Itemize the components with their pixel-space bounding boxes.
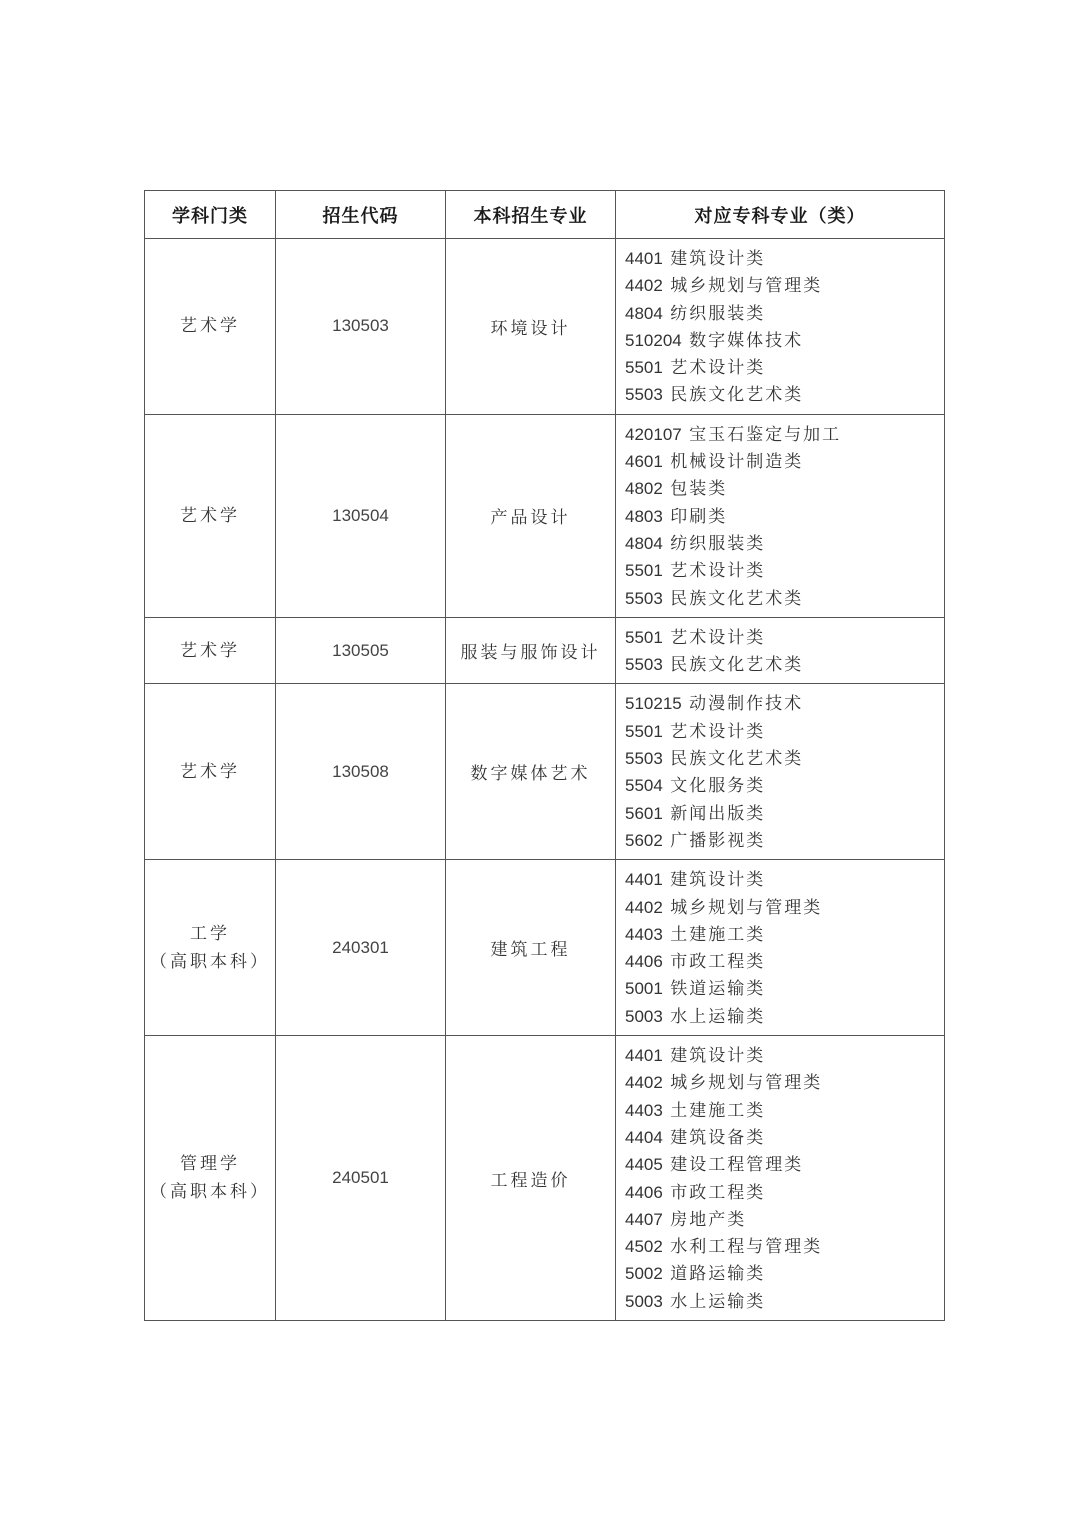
- related-major-code: 5601: [625, 803, 663, 823]
- related-major-name: 土建施工类: [670, 924, 766, 945]
- related-major-name: 民族文化艺术类: [670, 749, 804, 770]
- header-category: 学科门类: [145, 191, 276, 239]
- related-major-name: 水上运输类: [670, 1291, 766, 1312]
- table-row: [145, 239, 945, 415]
- related-major-code: 4401: [625, 1046, 663, 1066]
- related-major-item: [625, 381, 936, 408]
- related-major-code: 5501: [625, 561, 663, 581]
- related-major-name: 广播影视类: [670, 830, 766, 851]
- related-major-item: [625, 503, 936, 530]
- undergraduate-major-cell: 服装与服饰设计: [446, 617, 616, 684]
- related-major-item: [625, 475, 936, 502]
- related-major-code: 4804: [625, 533, 663, 553]
- related-major-item: [625, 585, 936, 612]
- related-major-item: [625, 921, 936, 948]
- related-major-code: 5003: [625, 1291, 663, 1311]
- category-text: 艺术学: [180, 761, 240, 782]
- related-majors-cell: [616, 1036, 945, 1321]
- related-major-name: 建筑设计类: [670, 249, 766, 269]
- category-text: （高职本科）: [150, 1182, 270, 1202]
- related-major-name: 艺术设计类: [670, 627, 766, 648]
- related-major-item: [625, 1206, 936, 1233]
- related-major-code: 4404: [625, 1127, 663, 1147]
- enrollment-code-cell: 130508: [276, 684, 446, 860]
- related-major-code: 4401: [625, 870, 663, 890]
- related-major-item: [625, 448, 936, 475]
- related-major-code: 4803: [625, 506, 663, 526]
- related-major-item: [625, 827, 936, 854]
- related-major-code: 5503: [625, 655, 663, 675]
- related-major-item: [625, 557, 936, 584]
- related-majors-cell: [616, 684, 945, 860]
- related-major-code: 5503: [625, 385, 663, 405]
- related-major-name: 新闻出版类: [670, 803, 766, 824]
- category-text: 艺术学: [180, 505, 240, 526]
- category-cell: [145, 239, 276, 415]
- related-major-name: 艺术设计类: [670, 561, 766, 582]
- table-row: [145, 860, 945, 1036]
- related-major-item: [625, 245, 936, 272]
- category-cell: [145, 1036, 276, 1321]
- related-major-name: 土建施工类: [670, 1100, 766, 1121]
- enrollment-code-cell: 130503: [276, 239, 446, 415]
- related-major-item: [625, 1288, 936, 1315]
- related-major-code: 5501: [625, 721, 663, 741]
- table-body: [145, 239, 945, 1321]
- related-major-name: 建设工程管理类: [670, 1155, 804, 1176]
- enrollment-code-cell: 240301: [276, 860, 446, 1036]
- undergraduate-major-cell: 工程造价: [446, 1036, 616, 1321]
- related-major-code: 5503: [625, 588, 663, 608]
- related-majors-cell: [616, 414, 945, 617]
- table-row: [145, 684, 945, 860]
- related-major-name: 民族文化艺术类: [670, 655, 804, 676]
- header-major: 本科招生专业: [446, 191, 616, 239]
- related-major-name: 民族文化艺术类: [670, 385, 804, 406]
- related-major-code: 4403: [625, 1100, 663, 1120]
- related-major-code: 4402: [625, 1073, 663, 1093]
- undergraduate-major-cell: 环境设计: [446, 239, 616, 415]
- related-major-name: 纺织服装类: [670, 533, 766, 554]
- related-major-code: 5501: [625, 358, 663, 378]
- related-major-name: 机械设计制造类: [670, 452, 804, 473]
- related-major-item: [625, 718, 936, 745]
- related-major-item: [625, 651, 936, 678]
- related-major-item: [625, 272, 936, 299]
- related-major-code: 510204: [625, 330, 682, 350]
- related-major-code: 4402: [625, 276, 663, 296]
- related-major-name: 宝玉石鉴定与加工: [689, 424, 842, 445]
- related-major-item: [625, 1179, 936, 1206]
- related-major-item: [625, 1042, 936, 1069]
- related-major-code: 4406: [625, 952, 663, 972]
- related-major-item: [625, 300, 936, 327]
- related-major-name: 建筑设备类: [670, 1127, 766, 1148]
- related-major-item: [625, 1260, 936, 1287]
- related-major-name: 包装类: [670, 479, 728, 500]
- category-text: 艺术学: [180, 640, 240, 661]
- related-major-name: 文化服务类: [670, 776, 766, 797]
- related-major-item: [625, 975, 936, 1002]
- related-major-name: 民族文化艺术类: [670, 588, 804, 609]
- related-major-name: 市政工程类: [670, 952, 766, 973]
- related-majors-cell: [616, 617, 945, 684]
- related-major-code: 4405: [625, 1155, 663, 1175]
- related-major-name: 印刷类: [670, 506, 728, 527]
- table-row: [145, 414, 945, 617]
- related-major-item: [625, 1097, 936, 1124]
- enrollment-code-cell: 130504: [276, 414, 446, 617]
- category-text: 管理学: [180, 1154, 240, 1174]
- related-major-name: 房地产类: [670, 1209, 747, 1230]
- related-major-item: [625, 1003, 936, 1030]
- related-major-code: 510215: [625, 694, 682, 714]
- category-cell: [145, 860, 276, 1036]
- enrollment-code-cell: 130505: [276, 617, 446, 684]
- related-major-code: 4802: [625, 479, 663, 499]
- related-major-name: 建筑设计类: [670, 1046, 766, 1067]
- header-related-majors: 对应专科专业（类）: [616, 191, 945, 239]
- related-major-name: 艺术设计类: [670, 358, 766, 379]
- related-major-item: [625, 866, 936, 893]
- undergraduate-major-cell: 建筑工程: [446, 860, 616, 1036]
- table-header: [145, 191, 945, 239]
- related-major-name: 水上运输类: [670, 1006, 766, 1027]
- related-major-name: 铁道运输类: [670, 979, 766, 1000]
- related-major-item: [625, 690, 936, 717]
- related-major-item: [625, 1233, 936, 1260]
- related-major-code: 4601: [625, 452, 663, 472]
- related-major-code: 5001: [625, 979, 663, 999]
- related-major-name: 道路运输类: [670, 1264, 766, 1285]
- related-major-code: 5602: [625, 830, 663, 850]
- related-major-name: 水利工程与管理类: [670, 1237, 823, 1258]
- table-row: [145, 617, 945, 684]
- related-major-code: 420107: [625, 424, 682, 444]
- header-row: [145, 191, 945, 239]
- related-major-code: 5003: [625, 1006, 663, 1026]
- related-major-code: 5504: [625, 776, 663, 796]
- related-majors-cell: [616, 239, 945, 415]
- major-mapping-table: [144, 190, 945, 1321]
- related-major-code: 5002: [625, 1264, 663, 1284]
- related-major-name: 纺织服装类: [670, 303, 766, 324]
- related-major-code: 4401: [625, 249, 663, 268]
- related-major-item: [625, 948, 936, 975]
- major-mapping-table-wrapper: [144, 190, 944, 1321]
- related-major-code: 4403: [625, 924, 663, 944]
- related-major-name: 艺术设计类: [670, 721, 766, 742]
- related-major-item: [625, 1151, 936, 1178]
- related-major-code: 5501: [625, 627, 663, 647]
- category-text: 工学: [190, 923, 230, 944]
- related-major-name: 数字媒体技术: [689, 330, 804, 351]
- category-cell: [145, 684, 276, 860]
- related-major-name: 市政工程类: [670, 1182, 766, 1203]
- related-major-item: [625, 772, 936, 799]
- header-code: 招生代码: [276, 191, 446, 239]
- related-major-item: [625, 745, 936, 772]
- related-major-item: [625, 421, 936, 448]
- category-cell: [145, 414, 276, 617]
- related-major-item: [625, 1124, 936, 1151]
- category-text: （高职本科）: [150, 951, 270, 972]
- related-major-item: [625, 894, 936, 921]
- related-major-code: 4502: [625, 1237, 663, 1257]
- enrollment-code-cell: 240501: [276, 1036, 446, 1321]
- related-major-name: 城乡规划与管理类: [670, 897, 823, 918]
- related-major-item: [625, 800, 936, 827]
- undergraduate-major-cell: 产品设计: [446, 414, 616, 617]
- related-major-name: 建筑设计类: [670, 870, 766, 891]
- related-major-code: 4804: [625, 303, 663, 323]
- related-major-code: 4402: [625, 897, 663, 917]
- related-major-item: [625, 530, 936, 557]
- table-row: [145, 1036, 945, 1321]
- related-major-name: 城乡规划与管理类: [670, 1073, 823, 1094]
- related-major-code: 4407: [625, 1209, 663, 1229]
- related-major-code: 4406: [625, 1182, 663, 1202]
- undergraduate-major-cell: 数字媒体艺术: [446, 684, 616, 860]
- related-major-code: 5503: [625, 749, 663, 769]
- related-majors-cell: [616, 860, 945, 1036]
- category-cell: [145, 617, 276, 684]
- category-text: 艺术学: [180, 316, 240, 337]
- related-major-item: [625, 624, 936, 651]
- related-major-name: 动漫制作技术: [689, 694, 804, 715]
- related-major-name: 城乡规划与管理类: [670, 276, 823, 297]
- related-major-item: [625, 354, 936, 381]
- related-major-item: [625, 327, 936, 354]
- related-major-item: [625, 1069, 936, 1096]
